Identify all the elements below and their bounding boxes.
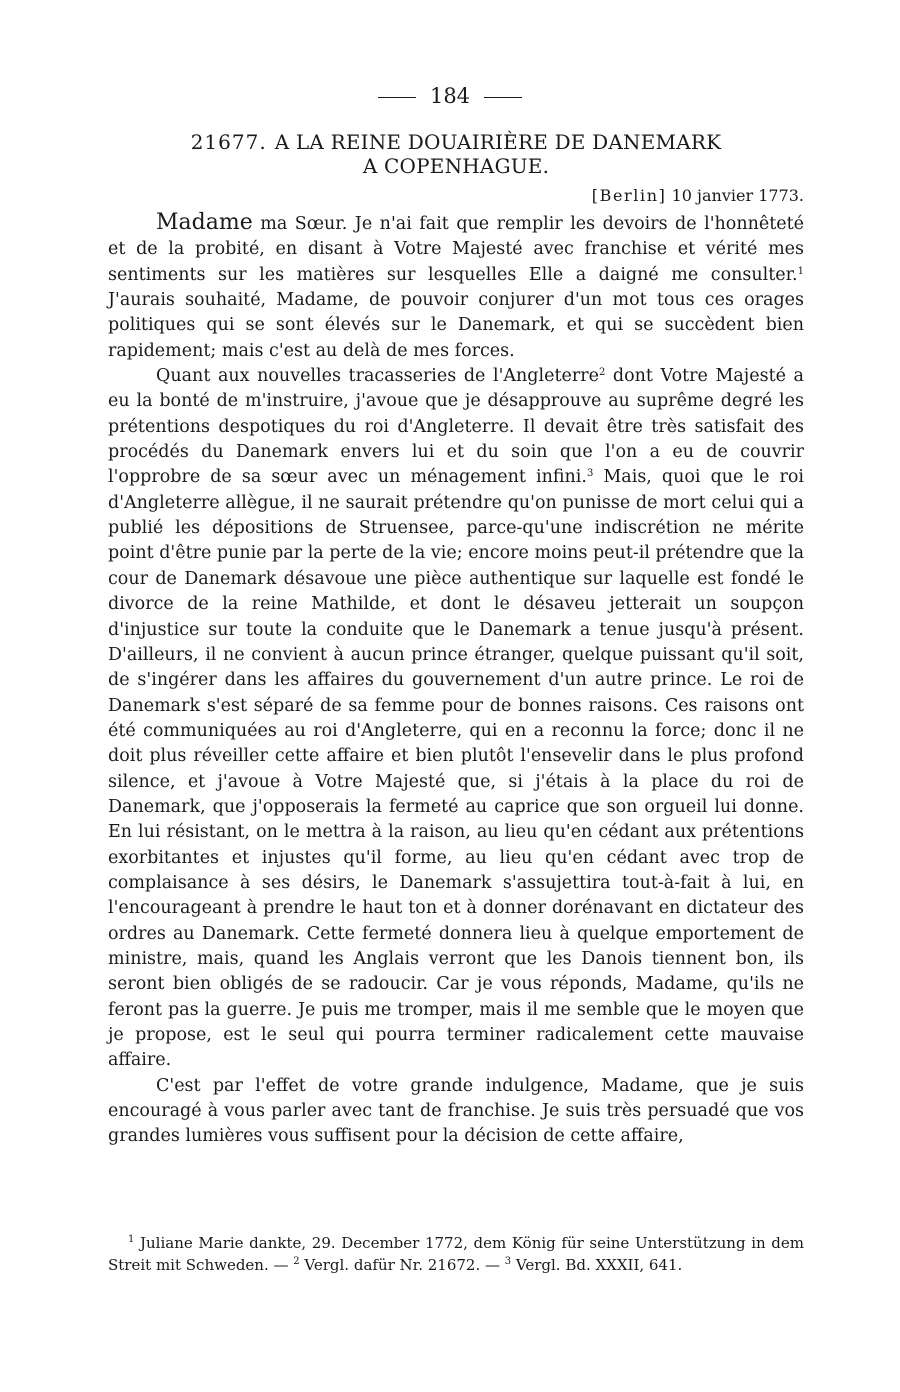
paragraph-2-text-mid: dont Votre Majesté a eu la bonté de m'instruire, j'avoue que je désapprouve au suprême degré les prétentions despotiques du roi d'Angleterre. Il devait être très satisfait des procédés du Danemark envers lui et du soin que l'on a eu de couvrir l'opprobre de sa sœur avec un ménagement infini. <box>108 366 804 488</box>
letter-dateline <box>592 186 804 206</box>
header-rule-left <box>378 97 416 98</box>
salutation-word: Madame <box>156 210 253 235</box>
paragraph-3: C'est par l'effet de votre grande indulgence, Madame, que je suis encouragé à vous parler avec tant de franchise. Je suis très persuadé que vos grandes lumières vous suffisent pour la décision de cette affaire, <box>108 1075 804 1147</box>
paragraph-1 <box>108 210 804 364</box>
letter-number: 21677. <box>190 130 267 154</box>
letter-title: A LA REINE DOUAIRIÈRE DE DANEMARK <box>274 130 722 154</box>
letter-date: 10 janvier 1773. <box>671 186 804 205</box>
paragraph-1-text-after: J'aurais souhaité, Madame, de pouvoir conjurer d'un mot tous ces orages politiques qui se sont élevés sur le Danemark, et qui se succèdent bien rapidement; mais c'est au delà de mes forces. <box>108 290 804 361</box>
letter-place: [Berlin] <box>591 186 667 205</box>
paragraph-2 <box>108 364 804 1074</box>
header-rule-right <box>484 97 522 98</box>
paragraph-1-text: ma Sœur. Je n'ai fait que remplir les devoirs de l'honnêteté et de la probité, en disant à Votre Majesté avec franchise et vérité mes sentiments sur les matières sur lesquelles Elle a daigné me consulter. <box>108 214 804 285</box>
letter-title-line-1 <box>108 130 804 154</box>
page-header <box>0 84 900 108</box>
footnote-2-marker: 2 <box>293 1256 300 1267</box>
footnote-1-marker: 1 <box>128 1234 135 1245</box>
letter-heading <box>108 130 804 178</box>
footnotes <box>108 1232 804 1276</box>
footnote-1-text: Juliane Marie dankte, 29. December 1772, dem König für seine Unterstützung in dem Streit mit Schweden. — <box>108 1234 804 1274</box>
paragraph-2-text-after: Mais, quoi que le roi d'Angleterre allègue, il ne saurait prétendre qu'on punisse de mort celui qui a publié les dépositions de Struensee, parce-qu'une indiscrétion ne mérite point d'être punie par la perte de la vie; encore moins peut-il prétendre que la cour de Danemark désavoue une pièce authentique sur laquelle est fondé le divorce de la reine Mathilde, et dont le désaveu jetterait un soupçon d'injustice sur toute la conduite que le Danemark a tenue jusqu'à présent. D'ailleurs, il ne convient à aucun prince étranger, quelque puissant qu'il soit, de s'ingérer dans les affaires du gouvernement d'un autre prince. Le roi de Danemark s'est séparé de sa femme pour de bonnes raisons. Ces raisons ont été communiquées au roi d'Angleterre, qui en a reconnu la force; donc il ne doit plus réveiller cette affaire et bien plutôt l'ensevelir dans le plus profond silence, et j'avoue à Votre Majesté que, si j'étais à la place du roi de Danemark, que j'opposerais la fermeté au caprice que son orgueil lui donne. En lui résistant, on le mettra à la raison, au lieu qu'en cédant aux prétentions exorbitantes et injustes qu'il forme, au lieu qu'en cédant avec trop de complaisance à ses désirs, le Danemark s'assujettira tout-à-fait à lui, en l'encourageant à prendre le haut ton et à donner dorénavant en dictateur des ordres au Danemark. Cette fermeté donnera lieu à quelque emportement de ministre, mais, quand les Anglais verront que les Danois tiennent bon, ils seront bien obligés de se radoucir. Car je vous réponds, Madame, qu'ils ne feront pas la guerre. Je puis me tromper, mais il me semble que le moyen que je propose, est le seul qui pourra terminer radicalement cette mauvaise affaire. <box>108 467 805 1071</box>
footnote-ref-3: 3 <box>586 468 594 480</box>
letter-body <box>108 210 804 1150</box>
page-number: 184 <box>429 84 471 108</box>
footnote-3-marker: 3 <box>504 1256 512 1267</box>
footnote-ref-2: 2 <box>598 367 606 379</box>
footnote-ref-1: 1 <box>797 265 804 277</box>
letter-title-line-2: A COPENHAGUE. <box>362 154 550 178</box>
footnote-2-text: Vergl. dafür Nr. 21672. — <box>299 1256 505 1274</box>
paragraph-2-text: Quant aux nouvelles tracasseries de l'Angleterre <box>156 366 599 387</box>
footnote-block <box>108 1232 804 1276</box>
footnote-3-text: Vergl. Bd. XXXII, 641. <box>511 1256 683 1274</box>
